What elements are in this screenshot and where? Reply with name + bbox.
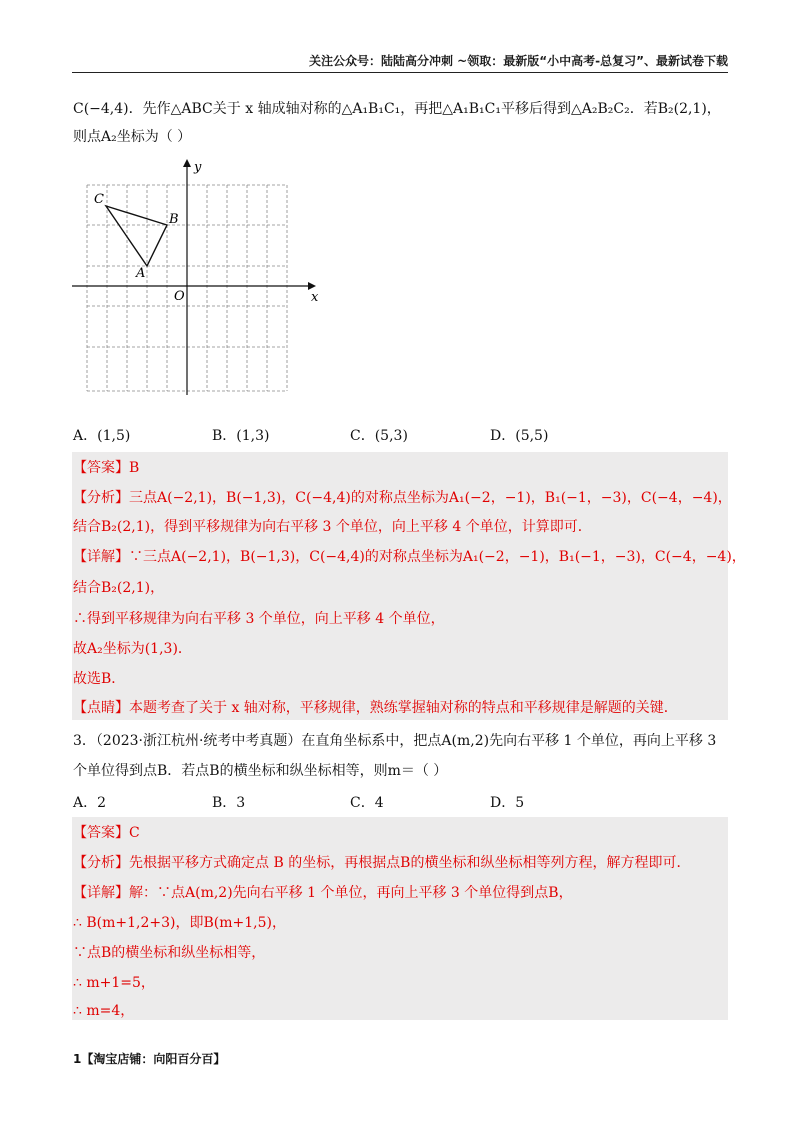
label-x-axis: x xyxy=(311,290,319,305)
q2-option-c: C．(5,3) xyxy=(350,428,408,444)
q3-detail-3: ∵点B的横坐标和纵坐标相等， xyxy=(73,945,266,961)
header-rule xyxy=(72,72,728,73)
q2-option-d: D．(5,5) xyxy=(490,428,549,444)
q2-option-a: A．(1,5) xyxy=(73,428,131,444)
q3-stem-line1: 3．（2023·浙江杭州·统考中考真题）在直角坐标系中，把点A(m,2)先向右平移 1 个单位，再向上平移 3 xyxy=(73,733,717,749)
label-y-axis: y xyxy=(194,160,202,175)
label-c: C xyxy=(94,192,104,207)
q3-detail-4: ∴ m+1=5， xyxy=(73,975,155,991)
q3-option-d: D．5 xyxy=(490,795,525,811)
q3-option-b: B．3 xyxy=(212,795,246,811)
q3-detail-1: 【详解】解：∵点A(m,2)先向右平移 1 个单位，再向上平移 3 个单位得到点B， xyxy=(73,885,573,901)
q2-option-b: B．(1,3) xyxy=(212,428,270,444)
page-footer: 1【淘宝店铺：向阳百分百】 xyxy=(73,1052,226,1066)
q2-detail-1: 【详解】∵三点A(−2,1)，B(−1,3)，C(−4,4)的对称点坐标为A₁(−2，−1)，B₁(−1，−3)，C(−4，−4)， xyxy=(73,549,746,565)
y-axis-arrow xyxy=(183,159,191,167)
label-origin: O xyxy=(174,289,185,304)
q3-detail-5: ∴ m=4， xyxy=(73,1003,135,1019)
q2-analysis-1: 【分析】三点A(−2,1)，B(−1,3)，C(−4,4)的对称点坐标为A₁(−2，−1)，B₁(−1，−3)，C(−4，−4)， xyxy=(73,490,732,506)
q2-detail-4: 故A₂坐标为(1,3)． xyxy=(73,641,192,657)
q2-detail-5: 故选B． xyxy=(73,671,126,687)
q3-detail-2: ∴ B(m+1,2+3)，即B(m+1,5)， xyxy=(73,915,286,931)
x-axis-arrow xyxy=(308,282,316,290)
q2-answer: 【答案】B xyxy=(73,460,140,476)
q3-analysis: 【分析】先根据平移方式确定点 B 的坐标，再根据点B的横坐标和纵坐标相等列方程，解方程即可． xyxy=(73,855,691,871)
q3-answer: 【答案】C xyxy=(73,825,140,841)
label-b: B xyxy=(169,212,179,227)
q3-option-a: A．2 xyxy=(73,795,107,811)
q2-comment: 【点睛】本题考查了关于 x 轴对称，平移规律，熟练掌握轴对称的特点和平移规律是解题的关键． xyxy=(73,700,678,716)
q2-detail-3: ∴得到平移规律为向右平移 3 个单位，向上平移 4 个单位， xyxy=(73,611,445,627)
q2-stem-line2: 则点A₂坐标为（ ） xyxy=(73,129,192,145)
q2-analysis-2: 结合B₂(2,1)，得到平移规律为向右平移 3 个单位，向上平移 4 个单位，计算即可． xyxy=(73,519,592,535)
coordinate-figure xyxy=(70,155,330,400)
q3-option-c: C．4 xyxy=(350,795,384,811)
triangle-abc xyxy=(106,206,167,266)
q3-stem-line2: 个单位得到点B．若点B的横坐标和纵坐标相等，则m＝（ ） xyxy=(73,763,448,779)
q2-detail-2: 结合B₂(2,1)， xyxy=(73,580,165,596)
q2-stem-line1: C(−4,4)．先作△ABC关于 x 轴成轴对称的△A₁B₁C₁，再把△A₁B₁C₁平移后得到△A₂B₂C₂．若B₂(2,1)， xyxy=(73,101,721,117)
label-a: A xyxy=(136,266,146,281)
page-header: 关注公众号：陆陆高分冲刺 ~领取：最新版“小中高考-总复习”、最新试卷下载 xyxy=(309,54,728,68)
